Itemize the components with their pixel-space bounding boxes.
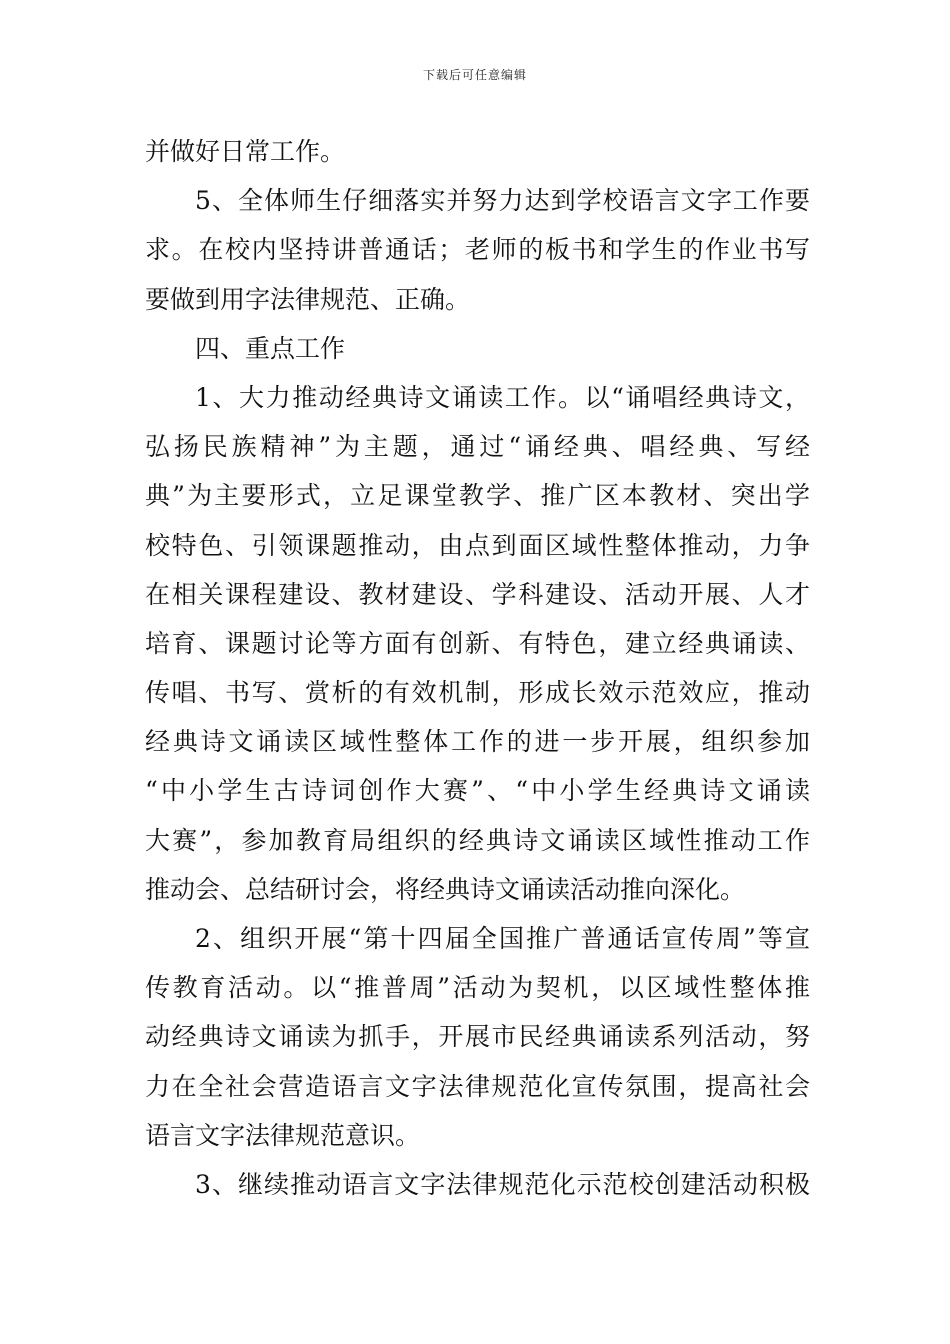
text-line: 要做到用字法律规范、正确。 <box>145 284 471 314</box>
text-line: “中小学生古诗词创作大赛”、“中小学生经典诗文诵读 <box>145 776 810 806</box>
text-line: 传唱、书写、赏析的有效机制，形成长效示范效应，推动 <box>145 678 810 708</box>
text-line: 传教育活动。以“推普周”活动为契机，以区域性整体推 <box>145 973 810 1003</box>
text-line: 培育、课题讨论等方面有创新、有特色，建立经典诵读、 <box>145 628 810 658</box>
text-line: 5、全体师生仔细落实并努力达到学校语言文字工作要 <box>195 186 810 216</box>
text-line: 弘扬民族精神”为主题，通过“诵经典、唱经典、写经 <box>145 432 810 462</box>
document-body <box>145 127 810 1209</box>
text-line: 3、继续推动语言文字法律规范化示范校创建活动积极 <box>195 1169 810 1199</box>
text-line: 动经典诗文诵读为抓手，开展市民经典诵读系列活动，努 <box>145 1022 810 1052</box>
text-line: 校特色、引领课题推动，由点到面区域性整体推动，力争 <box>145 530 810 560</box>
text-line: 1、大力推动经典诗文诵读工作。以“诵唱经典诗文， <box>195 382 810 412</box>
text-line: 在相关课程建设、教材建设、学科建设、活动开展、人才 <box>145 579 810 609</box>
text-line: 求。在校内坚持讲普通话；老师的板书和学生的作业书写 <box>145 235 810 265</box>
page-header: 下载后可任意编辑 <box>422 68 527 82</box>
text-line: 并做好日常工作。 <box>145 137 346 166</box>
text-line: 典”为主要形式，立足课堂教学、推广区本教材、突出学 <box>145 481 810 511</box>
text-line: 四、重点工作 <box>195 333 346 363</box>
text-line: 经典诗文诵读区域性整体工作的进一步开展，组织参加 <box>145 727 810 757</box>
text-line: 2、组织开展“第十四届全国推广普通话宣传周”等宣 <box>195 924 810 953</box>
text-line: 语言文字法律规范意识。 <box>145 1120 421 1150</box>
text-line: 力在全社会营造语言文字法律规范化宣传氛围，提高社会 <box>145 1071 810 1101</box>
text-line: 推动会、总结研讨会，将经典诗文诵读活动推向深化。 <box>145 874 746 904</box>
text-line: 大赛”，参加教育局组织的经典诗文诵读区域性推动工作 <box>145 825 810 855</box>
